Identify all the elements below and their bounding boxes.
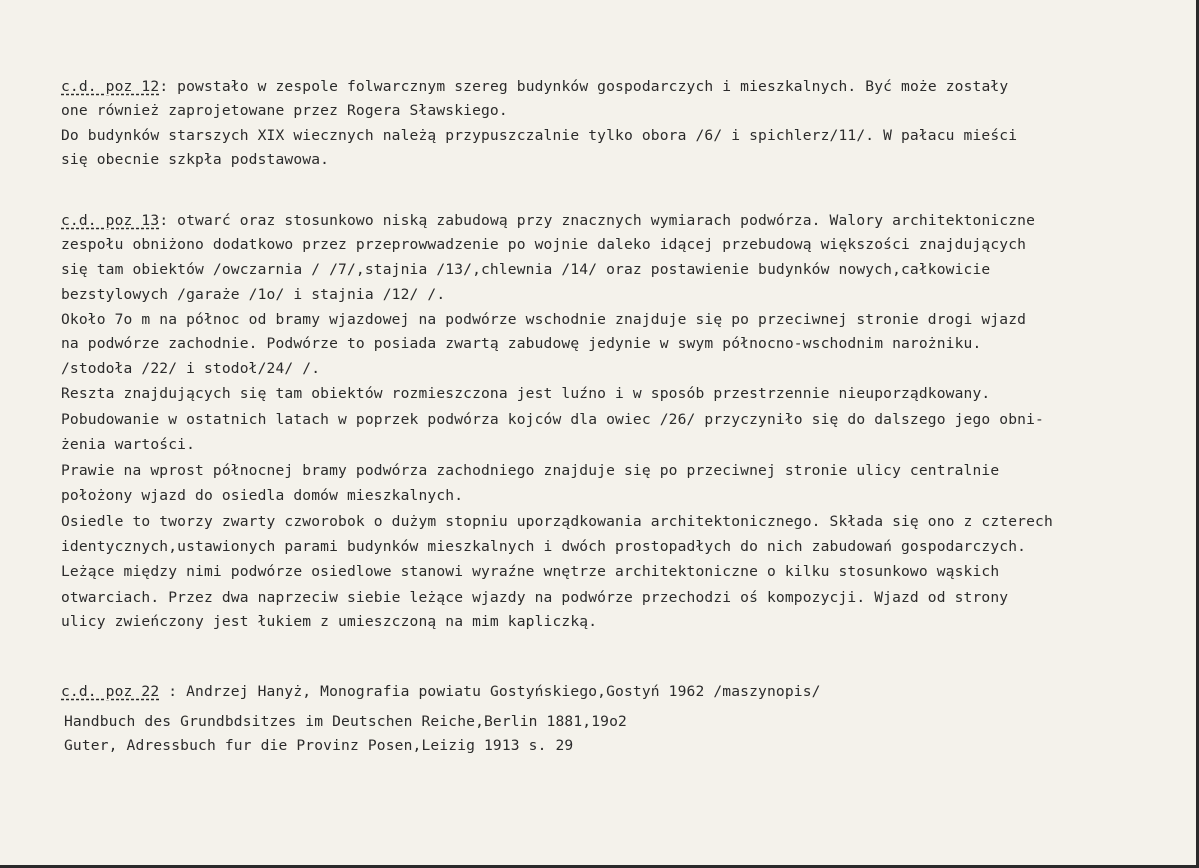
section-2-line-10: żenia wartości. [61,436,196,453]
section-1-line-3: Do budynków starszych XIX wiecznych należą przypuszczalnie tylko obora /6/ i spichlerz/11/. W pałacu mieści [61,127,1018,144]
section-2-line-12: położony wjazd do osiedla domów mieszkalnych. [61,487,464,504]
section-3-ref: c.d. poz 22 [61,683,160,700]
section-2-line-16: otwarciach. Przez dwa naprzeciw siebie leżące wjazdy na podwórze przechodzi oś kompozycji. Wjazd od strony [61,589,1009,606]
section-2-line-3: się tam obiektów /owczarnia / /7/,stajnia /13/,chlewnia /14/ oraz postawienie budynków nowych,całkowicie [61,261,991,278]
section-2-line-4: bezstylowych /garaże /1o/ i stajnia /12/ /. [61,286,446,303]
section-3-line-1 [61,683,821,701]
section-2-line-13: Osiedle to tworzy zwarty czworobok o dużym stopniu uporządkowania architektonicznego. Składa się ono z czterech [61,513,1053,530]
section-2-line-6: na podwórze zachodnie. Podwórze to posiada zwartą zabudowę jedynie w swym północno-wschodnim narożniku. [61,335,982,352]
section-2-line-17: ulicy zwieńczony jest łukiem z umieszczoną na mim kapliczką. [61,613,598,630]
section-1-text-1: : powstało w zespole folwarcznym szereg budynków gospodarczych i mieszkalnych. Być może zostały [159,78,1009,95]
section-2-line-15: Leżące między nimi podwórze osiedlowe stanowi wyraźne wnętrze architektoniczne o kilku stosunkowo wąskich [61,563,1000,580]
section-3-line-2: Handbuch des Grundbdsitzes im Deutschen Reiche,Berlin 1881,19o2 [64,713,627,730]
section-2-line-9: Pobudowanie w ostatnich latach w poprzek podwórza kojców dla owiec /26/ przyczyniło się do dalszego jego obni- [61,411,1044,428]
section-1-line-1 [61,78,1008,96]
section-2-line-2: zespołu obniżono dodatkowo przez przeprowwadzenie po wojnie daleko idącej przebudową większości znajdujących [61,236,1027,253]
section-2-line-11: Prawie na wprost północnej bramy podwórza zachodniego znajduje się po przeciwnej stronie ulicy centralnie [61,462,1000,479]
section-2-ref: c.d. poz 13 [61,212,160,229]
section-1-ref: c.d. poz 12 [61,78,160,95]
section-2-line-8: Reszta znajdujących się tam obiektów rozmieszczona jest luźno i w sposób przestrzennie nieuporządkowany. [61,385,991,402]
section-1-line-4: się obecnie szkpła podstawowa. [61,151,330,168]
section-2-line-1 [61,212,1035,230]
section-2-line-14: identycznych,ustawionych parami budynków mieszkalnych i dwóch prostopadłych do nich zabudowań gospodarczych. [61,538,1027,555]
section-3-line-3: Guter, Adressbuch fur die Provinz Posen,Leizig 1913 s. 29 [64,737,574,754]
section-3-text-1: : Andrzej Hanyż, Monografia powiatu Gostyńskiego,Gostyń 1962 /maszynopis/ [159,683,821,700]
section-2-text-1: : otwarć oraz stosunkowo niską zabudową przy znacznych wymiarach podwórza. Walory architektoniczne [159,212,1036,229]
section-1-line-2: one również zaprojetowane przez Rogera Sławskiego. [61,102,508,119]
section-2-line-7: /stodoła /22/ i stodoł/24/ /. [61,360,321,377]
section-2-line-5: Około 7o m na północ od bramy wjazdowej na podwórze wschodnie znajduje się po przeciwnej stronie drogi wjazd [61,311,1027,328]
